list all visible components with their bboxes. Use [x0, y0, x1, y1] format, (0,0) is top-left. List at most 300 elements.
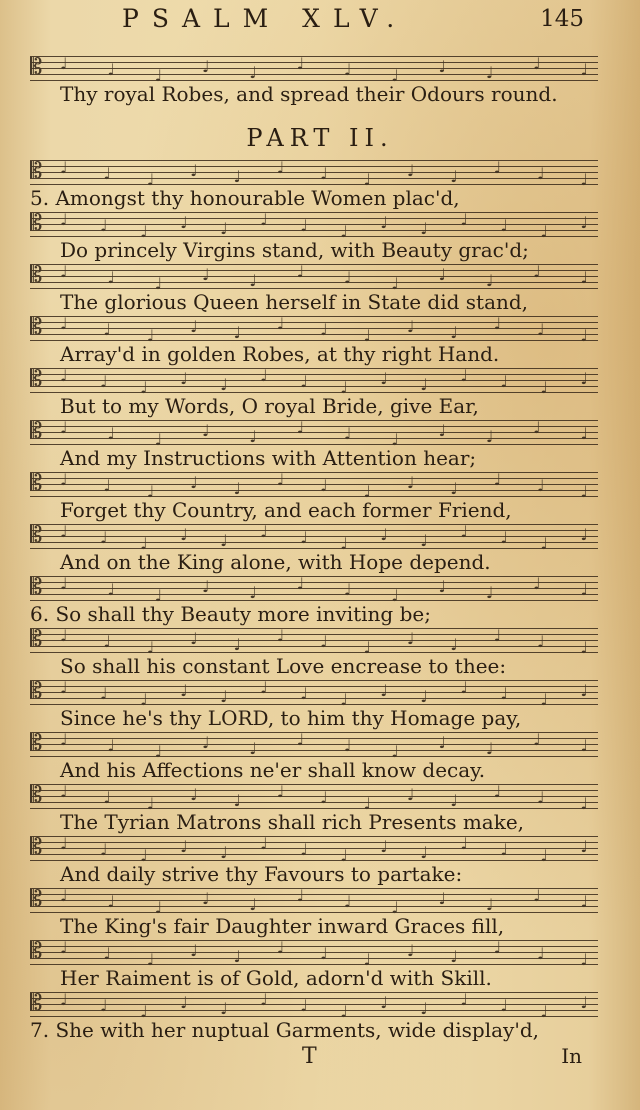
note-icon: ♩ [406, 940, 415, 960]
clef-icon: 𝄡 [30, 211, 43, 236]
staff-notes [60, 677, 588, 709]
note-icon: ♩ [380, 992, 388, 1012]
note-icon: ♩ [60, 313, 68, 333]
note-icon: ♩ [140, 1001, 148, 1021]
note-icon: ♩ [249, 582, 257, 602]
note-icon: ♩ [485, 270, 494, 290]
note-icon: ♩ [220, 842, 228, 862]
note-icon: ♩ [536, 787, 545, 807]
note-icon: ♩ [580, 637, 588, 657]
note-icon: ♩ [536, 631, 545, 651]
note-icon: ♩ [500, 995, 508, 1015]
music-staff [30, 573, 598, 605]
note-icon: ♩ [146, 481, 155, 501]
note-icon: ♩ [140, 221, 148, 241]
note-icon: ♩ [391, 897, 399, 917]
note-icon: ♩ [300, 215, 308, 235]
note-icon: ♩ [146, 793, 155, 813]
note-icon: ♩ [260, 833, 268, 853]
note-icon: ♩ [580, 169, 588, 189]
note-icon: ♩ [300, 527, 308, 547]
note-icon: ♩ [276, 781, 285, 801]
note-icon: ♩ [340, 845, 348, 865]
clef-icon: 𝄡 [30, 627, 43, 652]
note-icon: ♩ [180, 524, 188, 544]
staff-notes [60, 209, 588, 241]
note-icon: ♩ [343, 267, 352, 287]
note-icon: ♩ [103, 787, 111, 807]
staff-notes [60, 469, 588, 501]
note-icon: ♩ [493, 469, 502, 489]
lyric-line: Forget thy Country, and each former Friend, [60, 498, 512, 522]
note-icon: ♩ [533, 573, 541, 593]
note-icon: ♩ [190, 784, 198, 804]
note-icon: ♩ [580, 481, 588, 501]
note-icon: ♩ [343, 891, 352, 911]
lyric-line: The King's fair Daughter inward Graces fill, [60, 914, 505, 938]
note-icon: ♩ [60, 365, 68, 385]
note-icon: ♩ [406, 472, 415, 492]
lyric-line: And my Instructions with Attention hear; [60, 446, 477, 470]
note-icon: ♩ [100, 683, 108, 703]
note-icon: ♩ [533, 261, 541, 281]
note-icon: ♩ [340, 221, 348, 241]
note-icon: ♩ [276, 937, 285, 957]
note-icon: ♩ [249, 62, 257, 82]
note-icon: ♩ [406, 784, 415, 804]
clef-icon: 𝄡 [30, 679, 43, 704]
note-icon: ♩ [260, 989, 268, 1009]
note-icon: ♩ [233, 322, 241, 342]
note-icon: ♩ [154, 65, 163, 85]
note-icon: ♩ [460, 209, 468, 229]
note-icon: ♩ [580, 325, 588, 345]
note-icon: ♩ [296, 573, 305, 593]
note-icon: ♩ [146, 169, 155, 189]
note-icon: ♩ [420, 686, 428, 706]
note-icon: ♩ [320, 787, 328, 807]
lyric-line: Do princely Virgins stand, with Beauty grac'd; [60, 238, 529, 262]
note-icon: ♩ [60, 469, 68, 489]
music-staff [30, 937, 598, 969]
note-icon: ♩ [296, 885, 305, 905]
music-staff [30, 313, 598, 345]
note-icon: ♩ [485, 894, 494, 914]
note-icon: ♩ [493, 157, 502, 177]
note-icon: ♩ [320, 163, 328, 183]
note-icon: ♩ [103, 163, 111, 183]
note-icon: ♩ [201, 732, 210, 752]
note-icon: ♩ [154, 429, 163, 449]
staff-notes [60, 573, 588, 605]
note-icon: ♩ [300, 995, 308, 1015]
note-icon: ♩ [60, 677, 68, 697]
note-icon: ♩ [340, 377, 348, 397]
note-icon: ♩ [140, 689, 148, 709]
music-staff [30, 729, 598, 761]
note-icon: ♩ [140, 377, 148, 397]
music-staff [30, 885, 598, 917]
note-icon: ♩ [380, 368, 388, 388]
note-icon: ♩ [276, 625, 285, 645]
music-staff [30, 53, 598, 85]
lyric-line: Her Raiment is of Gold, adorn'd with Skill. [60, 966, 492, 990]
note-icon: ♩ [201, 576, 210, 596]
note-icon: ♩ [580, 423, 588, 443]
note-icon: ♩ [320, 631, 328, 651]
note-icon: ♩ [249, 738, 257, 758]
note-icon: ♩ [220, 998, 228, 1018]
staff-notes [60, 833, 588, 865]
note-icon: ♩ [220, 530, 228, 550]
staff-notes [60, 417, 588, 449]
note-icon: ♩ [233, 634, 241, 654]
lyric-line: So shall his constant Love encrease to thee: [60, 654, 507, 678]
note-icon: ♩ [60, 885, 68, 905]
note-icon: ♩ [233, 166, 241, 186]
music-staff [30, 677, 598, 709]
music-staff [30, 521, 598, 553]
note-icon: ♩ [533, 417, 541, 437]
note-icon: ♩ [60, 53, 68, 73]
note-icon: ♩ [60, 157, 68, 177]
note-icon: ♩ [343, 59, 352, 79]
note-icon: ♩ [536, 319, 545, 339]
note-icon: ♩ [296, 417, 305, 437]
note-icon: ♩ [107, 579, 115, 599]
note-icon: ♩ [249, 270, 257, 290]
note-icon: ♩ [450, 166, 458, 186]
note-icon: ♩ [180, 368, 188, 388]
note-icon: ♩ [60, 521, 68, 541]
clef-icon: 𝄡 [30, 887, 43, 912]
note-icon: ♩ [540, 1001, 548, 1021]
note-icon: ♩ [536, 163, 545, 183]
music-staff [30, 417, 598, 449]
note-icon: ♩ [580, 836, 588, 856]
note-icon: ♩ [146, 949, 155, 969]
note-icon: ♩ [533, 729, 541, 749]
staff-notes [60, 729, 588, 761]
staff-notes [60, 625, 588, 657]
note-icon: ♩ [406, 316, 415, 336]
note-icon: ♩ [450, 322, 458, 342]
note-icon: ♩ [420, 998, 428, 1018]
note-icon: ♩ [460, 521, 468, 541]
note-icon: ♩ [580, 735, 588, 755]
note-icon: ♩ [460, 833, 468, 853]
note-icon: ♩ [500, 527, 508, 547]
note-icon: ♩ [343, 735, 352, 755]
note-icon: ♩ [140, 845, 148, 865]
note-icon: ♩ [180, 836, 188, 856]
note-icon: ♩ [60, 937, 68, 957]
page-number: 145 [540, 6, 584, 32]
note-icon: ♩ [190, 316, 198, 336]
note-icon: ♩ [500, 215, 508, 235]
music-staff [30, 989, 598, 1021]
note-icon: ♩ [540, 533, 548, 553]
note-icon: ♩ [438, 56, 447, 76]
note-icon: ♩ [460, 989, 468, 1009]
music-staff [30, 781, 598, 813]
clef-icon: 𝄡 [30, 263, 43, 288]
note-icon: ♩ [536, 475, 545, 495]
note-icon: ♩ [103, 943, 111, 963]
note-icon: ♩ [493, 781, 502, 801]
note-icon: ♩ [580, 524, 588, 544]
note-icon: ♩ [380, 680, 388, 700]
note-icon: ♩ [580, 579, 588, 599]
lyric-line: And on the King alone, with Hope depend. [60, 550, 491, 574]
staff-notes [60, 261, 588, 293]
note-icon: ♩ [260, 365, 268, 385]
catchword: In [561, 1044, 582, 1068]
note-icon: ♩ [580, 212, 588, 232]
note-icon: ♩ [300, 371, 308, 391]
note-icon: ♩ [536, 943, 545, 963]
note-icon: ♩ [500, 839, 508, 859]
note-icon: ♩ [363, 325, 372, 345]
note-icon: ♩ [363, 169, 372, 189]
note-icon: ♩ [340, 689, 348, 709]
note-icon: ♩ [450, 634, 458, 654]
note-icon: ♩ [233, 946, 241, 966]
note-icon: ♩ [60, 209, 68, 229]
note-icon: ♩ [60, 781, 68, 801]
lyric-line: And daily strive thy Favours to partake: [60, 862, 463, 886]
note-icon: ♩ [220, 374, 228, 394]
note-icon: ♩ [296, 729, 305, 749]
note-icon: ♩ [190, 940, 198, 960]
music-staff [30, 157, 598, 189]
lyric-line: 5. Amongst thy honourable Women plac'd, [30, 186, 460, 210]
note-icon: ♩ [460, 365, 468, 385]
note-icon: ♩ [533, 885, 541, 905]
clef-icon: 𝄡 [30, 575, 43, 600]
music-staff [30, 209, 598, 241]
part-heading: PART II. [246, 124, 394, 152]
note-icon: ♩ [190, 160, 198, 180]
note-icon: ♩ [540, 845, 548, 865]
clef-icon: 𝄡 [30, 835, 43, 860]
note-icon: ♩ [201, 888, 210, 908]
note-icon: ♩ [320, 319, 328, 339]
note-icon: ♩ [201, 56, 210, 76]
note-icon: ♩ [260, 521, 268, 541]
note-icon: ♩ [406, 160, 415, 180]
note-icon: ♩ [201, 420, 210, 440]
clef-icon: 𝄡 [30, 159, 43, 184]
staff-notes [60, 989, 588, 1021]
signature-mark: T [302, 1044, 317, 1069]
note-icon: ♩ [180, 212, 188, 232]
note-icon: ♩ [438, 420, 447, 440]
note-icon: ♩ [103, 475, 111, 495]
note-icon: ♩ [233, 790, 241, 810]
note-icon: ♩ [60, 833, 68, 853]
note-icon: ♩ [233, 478, 241, 498]
note-icon: ♩ [500, 683, 508, 703]
note-icon: ♩ [363, 481, 372, 501]
clef-icon: 𝄡 [30, 367, 43, 392]
note-icon: ♩ [300, 683, 308, 703]
clef-icon: 𝄡 [30, 419, 43, 444]
music-staff [30, 833, 598, 865]
note-icon: ♩ [540, 377, 548, 397]
note-icon: ♩ [450, 478, 458, 498]
note-icon: ♩ [190, 628, 198, 648]
note-icon: ♩ [320, 475, 328, 495]
note-icon: ♩ [420, 218, 428, 238]
note-icon: ♩ [580, 59, 588, 79]
note-icon: ♩ [580, 992, 588, 1012]
note-icon: ♩ [540, 689, 548, 709]
note-icon: ♩ [580, 267, 588, 287]
note-icon: ♩ [220, 686, 228, 706]
note-icon: ♩ [100, 215, 108, 235]
note-icon: ♩ [154, 897, 163, 917]
note-icon: ♩ [340, 1001, 348, 1021]
staff-notes [60, 885, 588, 917]
note-icon: ♩ [60, 729, 68, 749]
note-icon: ♩ [493, 937, 502, 957]
lyric-line: Thy royal Robes, and spread their Odours round. [60, 82, 558, 106]
lyric-line: 6. So shall thy Beauty more inviting be; [30, 602, 431, 626]
note-icon: ♩ [107, 423, 115, 443]
note-icon: ♩ [154, 273, 163, 293]
note-icon: ♩ [580, 368, 588, 388]
note-icon: ♩ [249, 894, 257, 914]
note-icon: ♩ [485, 426, 494, 446]
note-icon: ♩ [60, 625, 68, 645]
note-icon: ♩ [296, 261, 305, 281]
lyric-line: But to my Words, O royal Bride, give Ear, [60, 394, 479, 418]
staff-notes [60, 365, 588, 397]
note-icon: ♩ [60, 417, 68, 437]
clef-icon: 𝄡 [30, 939, 43, 964]
lyric-line: Since he's thy LORD, to him thy Homage pay, [60, 706, 522, 730]
lyric-line: The glorious Queen herself in State did stand, [60, 290, 529, 314]
note-icon: ♩ [438, 732, 447, 752]
clef-icon: 𝄡 [30, 471, 43, 496]
note-icon: ♩ [406, 628, 415, 648]
page-header [0, 4, 640, 38]
note-icon: ♩ [363, 637, 372, 657]
clef-icon: 𝄡 [30, 783, 43, 808]
note-icon: ♩ [190, 472, 198, 492]
note-icon: ♩ [343, 579, 352, 599]
note-icon: ♩ [100, 995, 108, 1015]
note-icon: ♩ [420, 530, 428, 550]
note-icon: ♩ [500, 371, 508, 391]
note-icon: ♩ [485, 582, 494, 602]
note-icon: ♩ [180, 992, 188, 1012]
note-icon: ♩ [391, 65, 399, 85]
note-icon: ♩ [320, 943, 328, 963]
clef-icon: 𝄡 [30, 315, 43, 340]
note-icon: ♩ [276, 157, 285, 177]
note-icon: ♩ [460, 677, 468, 697]
note-icon: ♩ [103, 319, 111, 339]
note-icon: ♩ [438, 264, 447, 284]
note-icon: ♩ [276, 469, 285, 489]
note-icon: ♩ [420, 842, 428, 862]
note-icon: ♩ [103, 631, 111, 651]
music-staff [30, 261, 598, 293]
lyric-line: Array'd in golden Robes, at thy right Hand. [60, 342, 500, 366]
note-icon: ♩ [493, 625, 502, 645]
staff-notes [60, 937, 588, 969]
clef-icon: 𝄡 [30, 523, 43, 548]
note-icon: ♩ [438, 576, 447, 596]
lyric-line: And his Affections ne'er shall know decay. [60, 758, 486, 782]
note-icon: ♩ [540, 221, 548, 241]
note-icon: ♩ [60, 261, 68, 281]
note-icon: ♩ [343, 423, 352, 443]
note-icon: ♩ [107, 735, 115, 755]
note-icon: ♩ [380, 212, 388, 232]
note-icon: ♩ [100, 839, 108, 859]
running-title: PSALM XLV. [122, 4, 408, 33]
note-icon: ♩ [485, 62, 494, 82]
lyric-line: 7. She with her nuptual Garments, wide display'd, [30, 1018, 540, 1042]
note-icon: ♩ [340, 533, 348, 553]
note-icon: ♩ [260, 209, 268, 229]
staff-notes [60, 313, 588, 345]
note-icon: ♩ [493, 313, 502, 333]
note-icon: ♩ [580, 891, 588, 911]
note-icon: ♩ [485, 738, 494, 758]
staff-notes [60, 781, 588, 813]
note-icon: ♩ [391, 273, 399, 293]
note-icon: ♩ [450, 790, 458, 810]
note-icon: ♩ [107, 267, 115, 287]
note-icon: ♩ [296, 53, 305, 73]
note-icon: ♩ [180, 680, 188, 700]
note-icon: ♩ [391, 429, 399, 449]
note-icon: ♩ [380, 836, 388, 856]
note-icon: ♩ [146, 637, 155, 657]
note-icon: ♩ [391, 741, 399, 761]
note-icon: ♩ [154, 585, 163, 605]
note-icon: ♩ [146, 325, 155, 345]
note-icon: ♩ [249, 426, 257, 446]
note-icon: ♩ [220, 218, 228, 238]
note-icon: ♩ [300, 839, 308, 859]
clef-icon: 𝄡 [30, 55, 43, 80]
note-icon: ♩ [420, 374, 428, 394]
note-icon: ♩ [363, 793, 372, 813]
music-staff [30, 365, 598, 397]
note-icon: ♩ [201, 264, 210, 284]
staff-notes [60, 157, 588, 189]
note-icon: ♩ [100, 371, 108, 391]
lyric-line: The Tyrian Matrons shall rich Presents make, [60, 810, 525, 834]
note-icon: ♩ [107, 59, 115, 79]
clef-icon: 𝄡 [30, 991, 43, 1016]
note-icon: ♩ [140, 533, 148, 553]
note-icon: ♩ [391, 585, 399, 605]
note-icon: ♩ [580, 949, 588, 969]
staff-notes [60, 53, 588, 85]
note-icon: ♩ [60, 573, 68, 593]
note-icon: ♩ [580, 793, 588, 813]
note-icon: ♩ [380, 524, 388, 544]
note-icon: ♩ [533, 53, 541, 73]
note-icon: ♩ [276, 313, 285, 333]
note-icon: ♩ [154, 741, 163, 761]
